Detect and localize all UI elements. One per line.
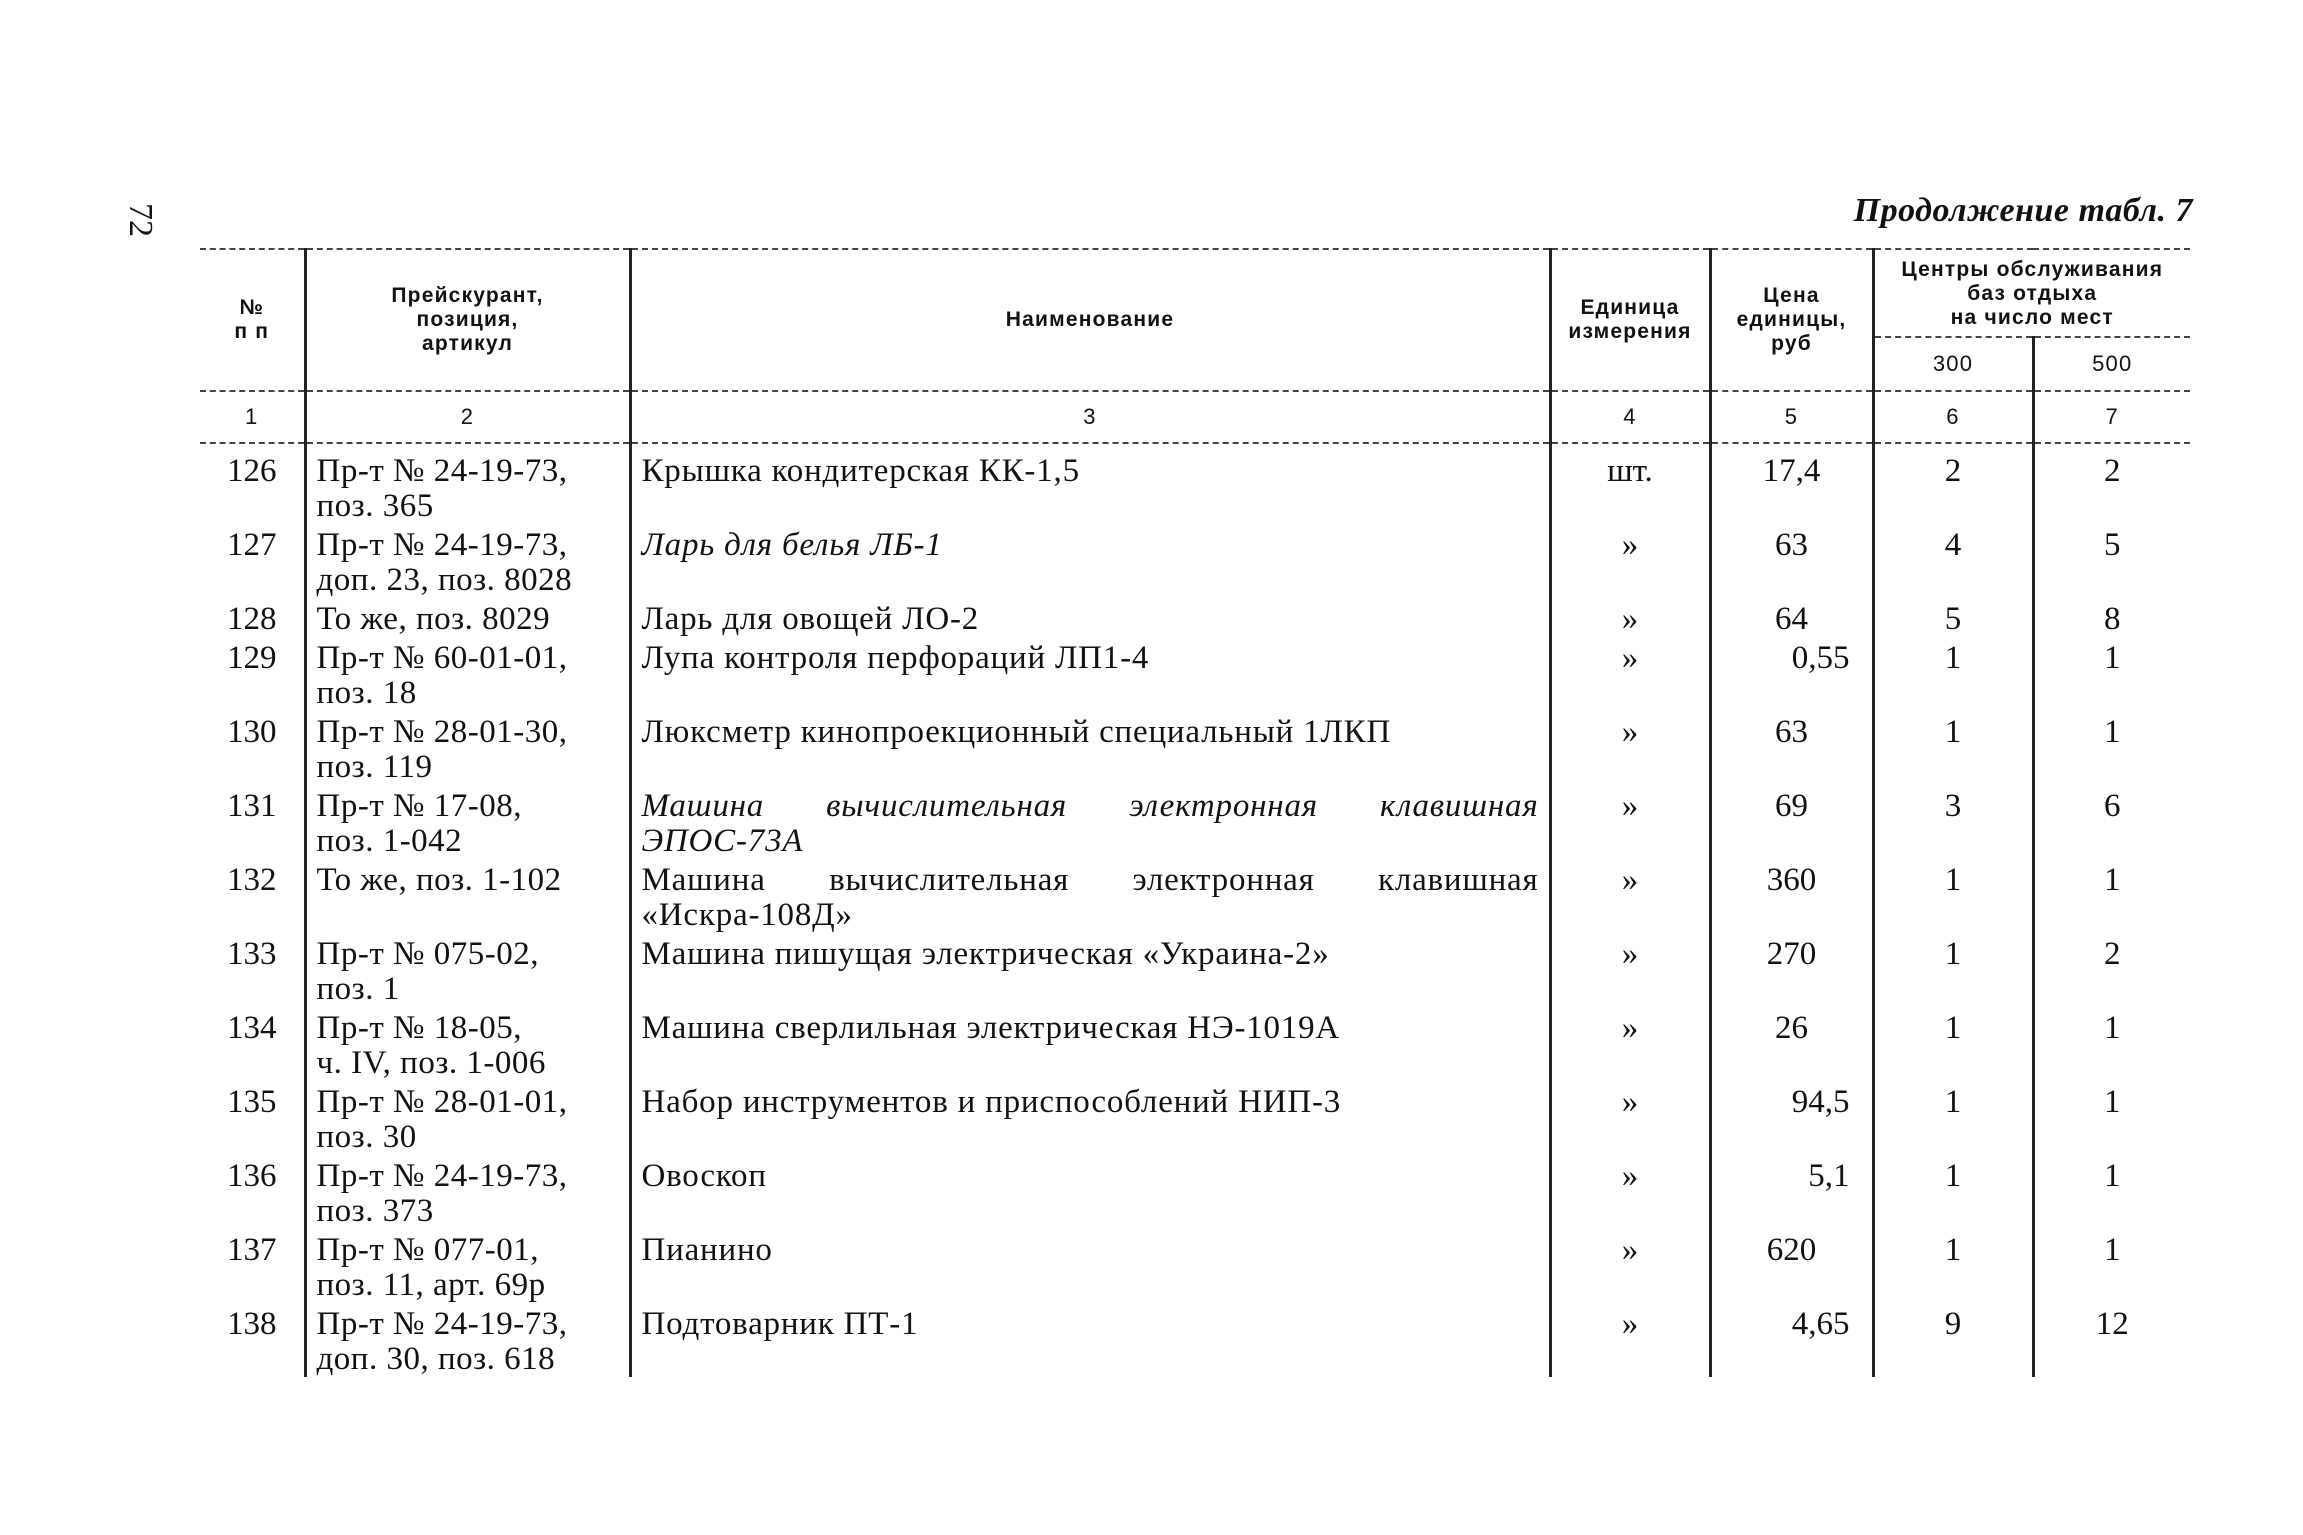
cell-qty-300: 4 (1873, 524, 2033, 598)
cell-qty-500: 5 (2033, 524, 2190, 598)
cell-name: Овоскоп (630, 1155, 1550, 1229)
cell-price: 4,65 (1710, 1303, 1873, 1377)
cell-price: 64 (1710, 598, 1873, 637)
cell-number: 131 (227, 788, 277, 824)
page-number: 72 (122, 203, 159, 237)
cell-unit: » (1550, 711, 1710, 785)
column-number-6: 6 (1873, 391, 2033, 443)
table-row (200, 1303, 2190, 1377)
cell-price: 69 (1710, 785, 1873, 859)
cell-price: 620 (1710, 1229, 1873, 1303)
cell-unit: » (1550, 1081, 1710, 1155)
header-price (1710, 249, 1873, 391)
header-service-centers (1873, 249, 2190, 337)
cell-price: 94,5 (1710, 1081, 1873, 1155)
cell-name: Машина вычислительная электронная клавишная «Искра-108Д» (630, 859, 1550, 933)
cell-name: Люксметр кинопроекционный специальный 1ЛКП (630, 711, 1550, 785)
cell-qty-500: 1 (2033, 1155, 2190, 1229)
cell-price: 63 (1710, 711, 1873, 785)
cell-price-list: Пр-т № 24-19-73, доп. 30, поз. 618 (305, 1303, 630, 1377)
header-unit-text: Единица измерения (1568, 296, 1692, 343)
header-row-number-text: № п п (234, 296, 270, 343)
header-name (630, 249, 1550, 391)
cell-unit: » (1550, 933, 1710, 1007)
cell-price-list: Пр-т № 24-19-73, доп. 23, поз. 8028 (305, 524, 630, 598)
cell-name: Машина пишущая электрическая «Украина-2» (630, 933, 1550, 1007)
cell-name: Лупа контроля перфораций ЛП1-4 (630, 637, 1550, 711)
cell-qty-300: 2 (1873, 450, 2033, 524)
cell-unit: » (1550, 524, 1710, 598)
cell-number: 134 (227, 1010, 277, 1046)
cell-number: 128 (227, 601, 277, 637)
cell-name: Ларь для белья ЛБ-1 (630, 524, 1550, 598)
header-price-list (305, 249, 630, 391)
equipment-table-container (200, 248, 2190, 1377)
header-service-centers-text: Центры обслуживания баз отдыха на число мест (1901, 258, 2164, 329)
column-number-4: 4 (1550, 391, 1710, 443)
table-row (200, 1229, 2190, 1303)
cell-price: 26 (1710, 1007, 1873, 1081)
column-number-5: 5 (1710, 391, 1873, 443)
cell-unit: » (1550, 1229, 1710, 1303)
cell-price: 63 (1710, 524, 1873, 598)
table-row (200, 637, 2190, 711)
cell-qty-300: 1 (1873, 1007, 2033, 1081)
cell-price: 5,1 (1710, 1155, 1873, 1229)
cell-qty-300: 1 (1873, 637, 2033, 711)
header-capacity-500: 500 (2033, 337, 2190, 391)
cell-price-list: Пр-т № 077-01, поз. 11, арт. 69р (305, 1229, 630, 1303)
cell-price-list: Пр-т № 17-08, поз. 1-042 (305, 785, 630, 859)
cell-number: 137 (227, 1232, 277, 1268)
cell-price-list: Пр-т № 28-01-30, поз. 119 (305, 711, 630, 785)
equipment-table (200, 248, 2190, 1377)
cell-unit: » (1550, 598, 1710, 637)
cell-unit: » (1550, 637, 1710, 711)
cell-name: Машина вычислительная электронная клавишная ЭПОС-73А (630, 785, 1550, 859)
cell-number: 129 (227, 640, 277, 676)
cell-qty-500: 1 (2033, 637, 2190, 711)
cell-unit: » (1550, 859, 1710, 933)
cell-qty-300: 5 (1873, 598, 2033, 637)
cell-number: 132 (227, 862, 277, 898)
cell-qty-300: 9 (1873, 1303, 2033, 1377)
cell-qty-500: 6 (2033, 785, 2190, 859)
cell-number: 136 (227, 1158, 277, 1194)
table-row (200, 524, 2190, 598)
cell-price: 270 (1710, 933, 1873, 1007)
cell-number: 133 (227, 936, 277, 972)
table-row (200, 1081, 2190, 1155)
header-price-list-text: Прейскурант, позиция, артикул (391, 284, 544, 355)
cell-qty-500: 1 (2033, 711, 2190, 785)
cell-qty-300: 1 (1873, 711, 2033, 785)
column-number-3: 3 (630, 391, 1550, 443)
cell-number: 127 (227, 527, 277, 563)
cell-qty-500: 1 (2033, 1229, 2190, 1303)
header-name-text: Наименование (1005, 308, 1175, 331)
table-row (200, 785, 2190, 859)
cell-qty-500: 2 (2033, 933, 2190, 1007)
cell-qty-300: 3 (1873, 785, 2033, 859)
cell-unit: » (1550, 1007, 1710, 1081)
cell-name: Пианино (630, 1229, 1550, 1303)
cell-qty-500: 1 (2033, 1081, 2190, 1155)
cell-price-list: Пр-т № 28-01-01, поз. 30 (305, 1081, 630, 1155)
cell-unit: шт. (1550, 450, 1710, 524)
header-row-number (200, 249, 305, 391)
column-number-1: 1 (200, 391, 305, 443)
cell-name: Подтоварник ПТ-1 (630, 1303, 1550, 1377)
column-number-7: 7 (2033, 391, 2190, 443)
table-row (200, 933, 2190, 1007)
cell-number: 138 (227, 1306, 277, 1342)
cell-name: Крышка кондитерская КК-1,5 (630, 450, 1550, 524)
cell-price: 0,55 (1710, 637, 1873, 711)
cell-price-list: Пр-т № 075-02, поз. 1 (305, 933, 630, 1007)
table-row (200, 859, 2190, 933)
cell-number: 130 (227, 714, 277, 750)
cell-qty-500: 2 (2033, 450, 2190, 524)
cell-price-list: Пр-т № 18-05, ч. IV, поз. 1-006 (305, 1007, 630, 1081)
cell-price: 360 (1710, 859, 1873, 933)
cell-name: Набор инструментов и приспособлений НИП-3 (630, 1081, 1550, 1155)
cell-qty-300: 1 (1873, 1229, 2033, 1303)
header-capacity-300: 300 (1873, 337, 2033, 391)
cell-qty-500: 1 (2033, 859, 2190, 933)
cell-qty-500: 1 (2033, 1007, 2190, 1081)
cell-price-list: Пр-т № 24-19-73, поз. 373 (305, 1155, 630, 1229)
cell-unit: » (1550, 785, 1710, 859)
cell-price-list: Пр-т № 24-19-73, поз. 365 (305, 450, 630, 524)
cell-qty-300: 1 (1873, 1155, 2033, 1229)
cell-price: 17,4 (1710, 450, 1873, 524)
cell-qty-300: 1 (1873, 1081, 2033, 1155)
cell-qty-500: 8 (2033, 598, 2190, 637)
cell-qty-300: 1 (1873, 933, 2033, 1007)
cell-number: 126 (227, 453, 277, 489)
table-row (200, 1155, 2190, 1229)
table-row (200, 1007, 2190, 1081)
cell-qty-300: 1 (1873, 859, 2033, 933)
cell-name: Ларь для овощей ЛО-2 (630, 598, 1550, 637)
table-row (200, 598, 2190, 637)
header-unit (1550, 249, 1710, 391)
cell-price-list: То же, поз. 1-102 (305, 859, 630, 933)
cell-price-list: Пр-т № 60-01-01, поз. 18 (305, 637, 630, 711)
table-continuation-title: Продолжение табл. 7 (1853, 192, 2193, 229)
header-price-text: Цена единицы, руб (1736, 284, 1847, 355)
table-row (200, 711, 2190, 785)
column-number-2: 2 (305, 391, 630, 443)
cell-unit: » (1550, 1155, 1710, 1229)
cell-name: Машина сверлильная электрическая НЭ-1019А (630, 1007, 1550, 1081)
cell-number: 135 (227, 1084, 277, 1120)
table-row (200, 450, 2190, 524)
cell-unit: » (1550, 1303, 1710, 1377)
cell-qty-500: 12 (2033, 1303, 2190, 1377)
cell-price-list: То же, поз. 8029 (305, 598, 630, 637)
